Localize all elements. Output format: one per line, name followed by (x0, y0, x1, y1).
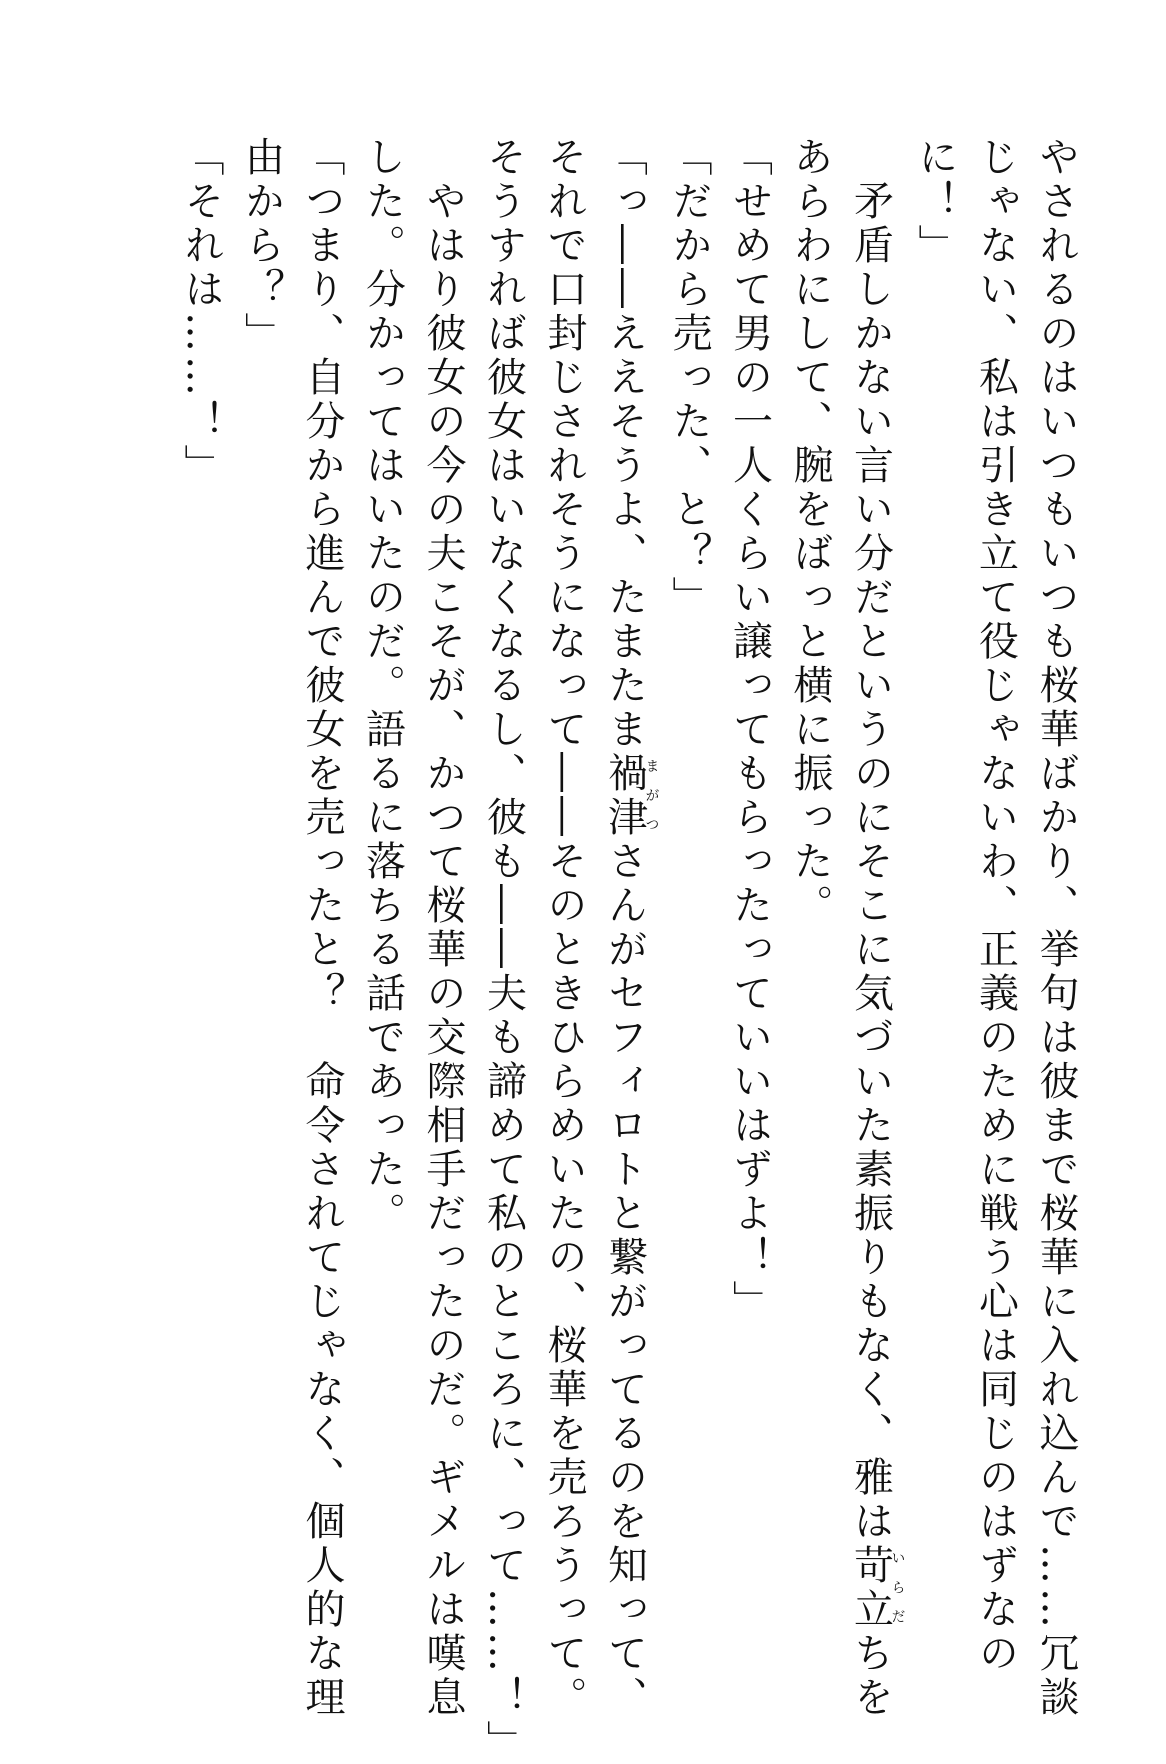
ruby-irada (847, 1544, 906, 1632)
ruby-magatsu (601, 752, 660, 840)
text-line: やされるのはいつもいつも桜華ばかり、挙句は彼まで桜華に入れ込んで……冗談 (1033, 136, 1079, 1720)
text-line: 「つまり、自分から進んで彼女を売ったと？ 命令されてじゃなく、個人的な理 (299, 136, 345, 1720)
text-segment: 「っ――ええそうよ、たまたま (601, 136, 648, 752)
text-segment: ちを (847, 1632, 894, 1720)
text-line: 由から？」 (238, 136, 285, 356)
ruby-reading: いらだ (889, 1544, 906, 1632)
text-line: そうすれば彼女はいなくなるし、彼も――夫も諦めて私のところに、って……！」 (480, 136, 527, 1764)
text-line: に！」 (912, 136, 958, 268)
text-line: やはり彼女の今の夫こそが、かつて桜華の交際相手だったのだ。ギメルは嘆息 (420, 136, 466, 1720)
text-line (840, 136, 906, 1720)
text-segment: さんがセフィロトと繋がってるのを知って、 (601, 840, 648, 1720)
text-line: した。分かってはいたのだ。語るに落ちる話であった。 (359, 136, 406, 1236)
text-line: 「せめて男の一人くらい譲ってもらったっていいはずよ！」 (726, 136, 773, 1324)
text-line: それで口封じされそうになって――そのときひらめいたの、桜華を売ろうって。 (541, 136, 587, 1720)
text-line: 「それは……！」 (178, 136, 224, 488)
text-segment: 矛盾しかない言い分だというのにそこに気づいた素振りもなく、雅は (847, 136, 894, 1544)
ruby-reading: まがつ (643, 752, 660, 840)
vertical-text-body (171, 136, 1087, 1764)
text-line: あらわにして、腕をばっと横に振った。 (787, 136, 833, 928)
text-line: じゃない、私は引き立て役じゃないわ、正義のために戦う心は同じのはずなの (972, 136, 1019, 1676)
text-line: 「だから売った、と？」 (666, 136, 712, 620)
ruby-base: 苛立 (847, 1544, 894, 1632)
text-line (594, 136, 660, 1720)
ruby-base: 禍津 (601, 752, 648, 840)
